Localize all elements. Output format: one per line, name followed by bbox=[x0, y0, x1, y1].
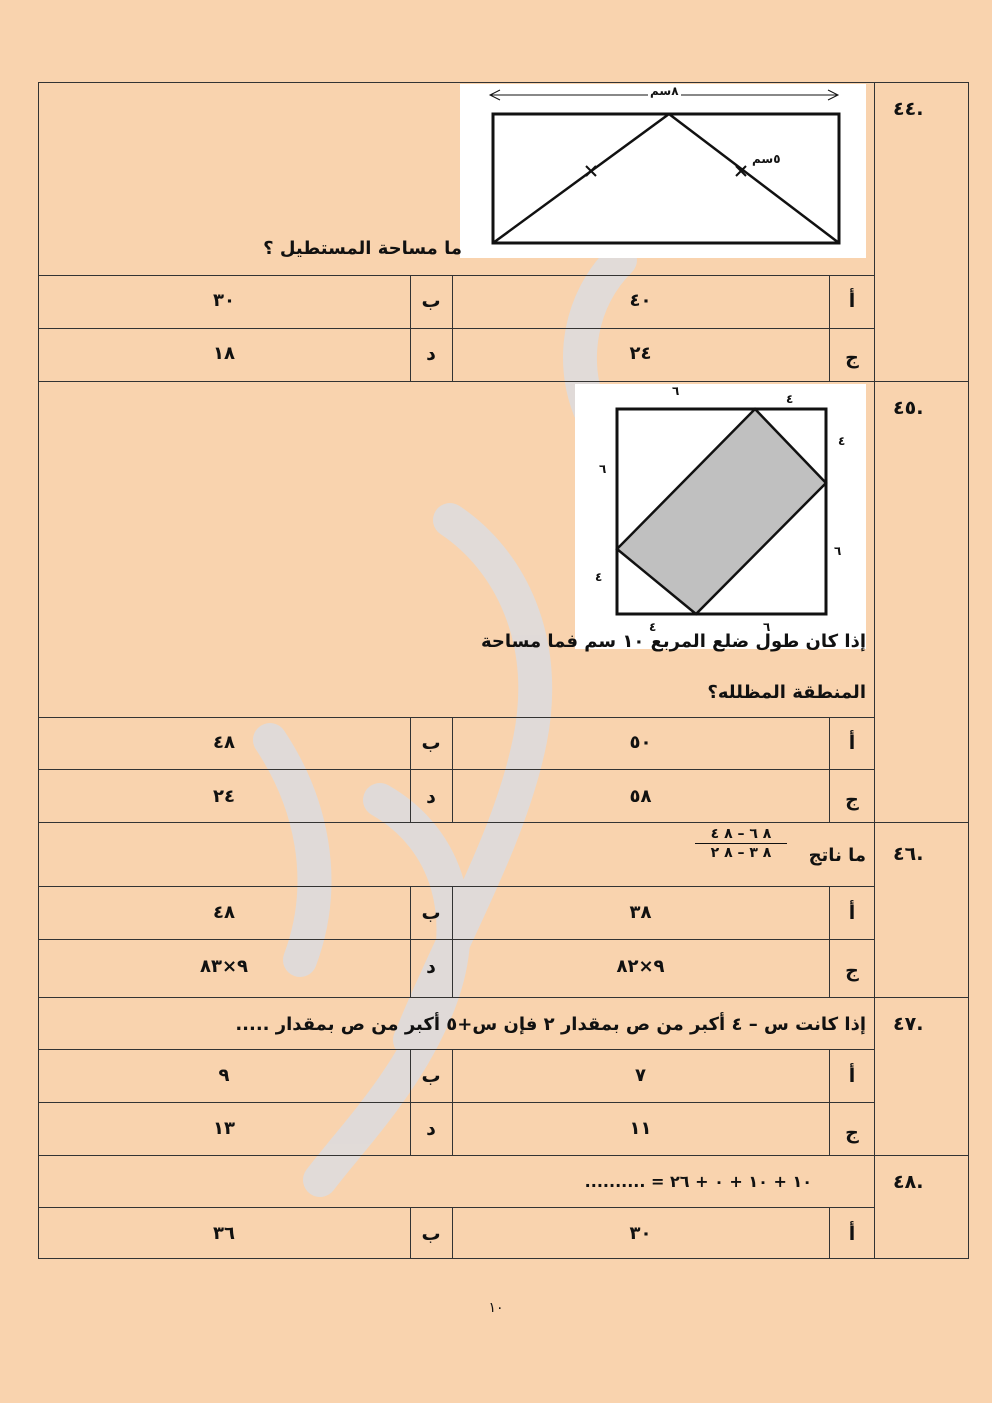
q47-option-b-letter: ب bbox=[421, 1065, 441, 1087]
label-bottom-left: ٤ bbox=[649, 620, 657, 634]
label-top-right: ٤ bbox=[786, 392, 794, 406]
question-number-46: .٤٦ bbox=[893, 843, 924, 865]
question-45-text-line2: المنطقة المظلله؟ bbox=[707, 682, 866, 703]
q44-option-a-letter: أ bbox=[848, 290, 856, 312]
question-46-fraction bbox=[695, 826, 787, 861]
q45-option-d-letter: د bbox=[426, 786, 436, 808]
square-figure bbox=[575, 384, 866, 649]
question-47-text: إذا كانت س – ٤ أكبر من ص بمقدار ٢ فإن س+٥ أكبر من ص بمقدار ..... bbox=[235, 1014, 866, 1035]
label-left-bottom: ٤ bbox=[595, 570, 603, 584]
question-number-47: .٤٧ bbox=[893, 1013, 924, 1035]
q44-option-a[interactable]: ٤٠ bbox=[629, 290, 652, 311]
rectangle-figure bbox=[460, 84, 866, 258]
q46-option-a-letter: أ bbox=[848, 902, 856, 924]
q46-option-b[interactable]: ٤٨ bbox=[213, 902, 235, 923]
q45-option-b[interactable]: ٤٨ bbox=[213, 732, 235, 753]
q44-option-b-letter: ب bbox=[421, 290, 441, 312]
page-number: ١٠ bbox=[488, 1300, 504, 1316]
question-number-48: .٤٨ bbox=[893, 1171, 924, 1193]
q44-option-d[interactable]: ١٨ bbox=[213, 343, 235, 364]
q45-option-a-letter: أ bbox=[848, 732, 856, 754]
q45-option-c-letter: ج bbox=[845, 789, 859, 811]
q44-option-c[interactable]: ٢٤ bbox=[629, 343, 652, 364]
q46-option-c[interactable]: ٩×٨٢ bbox=[616, 956, 665, 977]
q47-option-a[interactable]: ٧ bbox=[635, 1065, 646, 1086]
question-45-text-line1: إذا كان طول ضلع المربع ١٠ سم فما مساحة bbox=[481, 631, 866, 652]
label-right-bottom: ٦ bbox=[834, 544, 842, 558]
q45-option-b-letter: ب bbox=[421, 732, 441, 754]
q44-option-b[interactable]: ٣٠ bbox=[213, 290, 235, 311]
q47-option-a-letter: أ bbox=[848, 1065, 856, 1087]
q48-option-a-letter: أ bbox=[848, 1223, 856, 1245]
q47-option-d[interactable]: ١٣ bbox=[213, 1118, 235, 1139]
q45-option-c[interactable]: ٥٨ bbox=[629, 786, 652, 807]
q47-option-c-letter: ج bbox=[845, 1122, 859, 1144]
label-bottom-right: ٦ bbox=[763, 620, 771, 634]
q47-option-d-letter: د bbox=[426, 1118, 436, 1140]
rectangle-top-label: ٨سم bbox=[650, 84, 679, 98]
q44-option-c-letter: ج bbox=[845, 347, 859, 369]
question-number-44: .٤٤ bbox=[893, 98, 924, 120]
fraction-bar bbox=[695, 843, 787, 844]
q46-option-a[interactable]: ٣٨ bbox=[629, 902, 652, 923]
q46-option-b-letter: ب bbox=[421, 902, 441, 924]
q45-option-a[interactable]: ٥٠ bbox=[629, 732, 652, 753]
q46-option-c-letter: ج bbox=[845, 960, 859, 982]
fraction-numerator: ٨ ٦ – ٨ ٤ bbox=[710, 826, 772, 842]
q48-option-b[interactable]: ٣٦ bbox=[213, 1223, 235, 1244]
q46-option-d-letter: د bbox=[426, 956, 436, 978]
q48-option-b-letter: ب bbox=[421, 1223, 441, 1245]
q44-option-d-letter: د bbox=[426, 343, 436, 365]
q47-option-b[interactable]: ٩ bbox=[218, 1065, 230, 1086]
rectangle-side-label: ٥سم bbox=[752, 152, 781, 166]
label-right-top: ٤ bbox=[838, 434, 846, 448]
q48-option-a[interactable]: ٣٠ bbox=[629, 1223, 652, 1244]
label-left-top: ٦ bbox=[599, 462, 607, 476]
q45-option-d[interactable]: ٢٤ bbox=[213, 786, 235, 807]
question-48-text: ١٠ + ١٠ + ٠ + ٢٦ = .......... bbox=[584, 1172, 812, 1191]
question-number-45: .٤٥ bbox=[893, 397, 924, 419]
label-top-left: ٦ bbox=[672, 384, 680, 398]
fraction-denominator: ٨ ٣ – ٨ ٢ bbox=[710, 845, 772, 861]
question-44-text: ما مساحة المستطيل ؟ bbox=[263, 238, 462, 259]
q46-option-d[interactable]: ٩×٨٣ bbox=[199, 956, 249, 977]
question-46-text: ما ناتج bbox=[808, 845, 866, 866]
q47-option-c[interactable]: ١١ bbox=[629, 1118, 652, 1139]
